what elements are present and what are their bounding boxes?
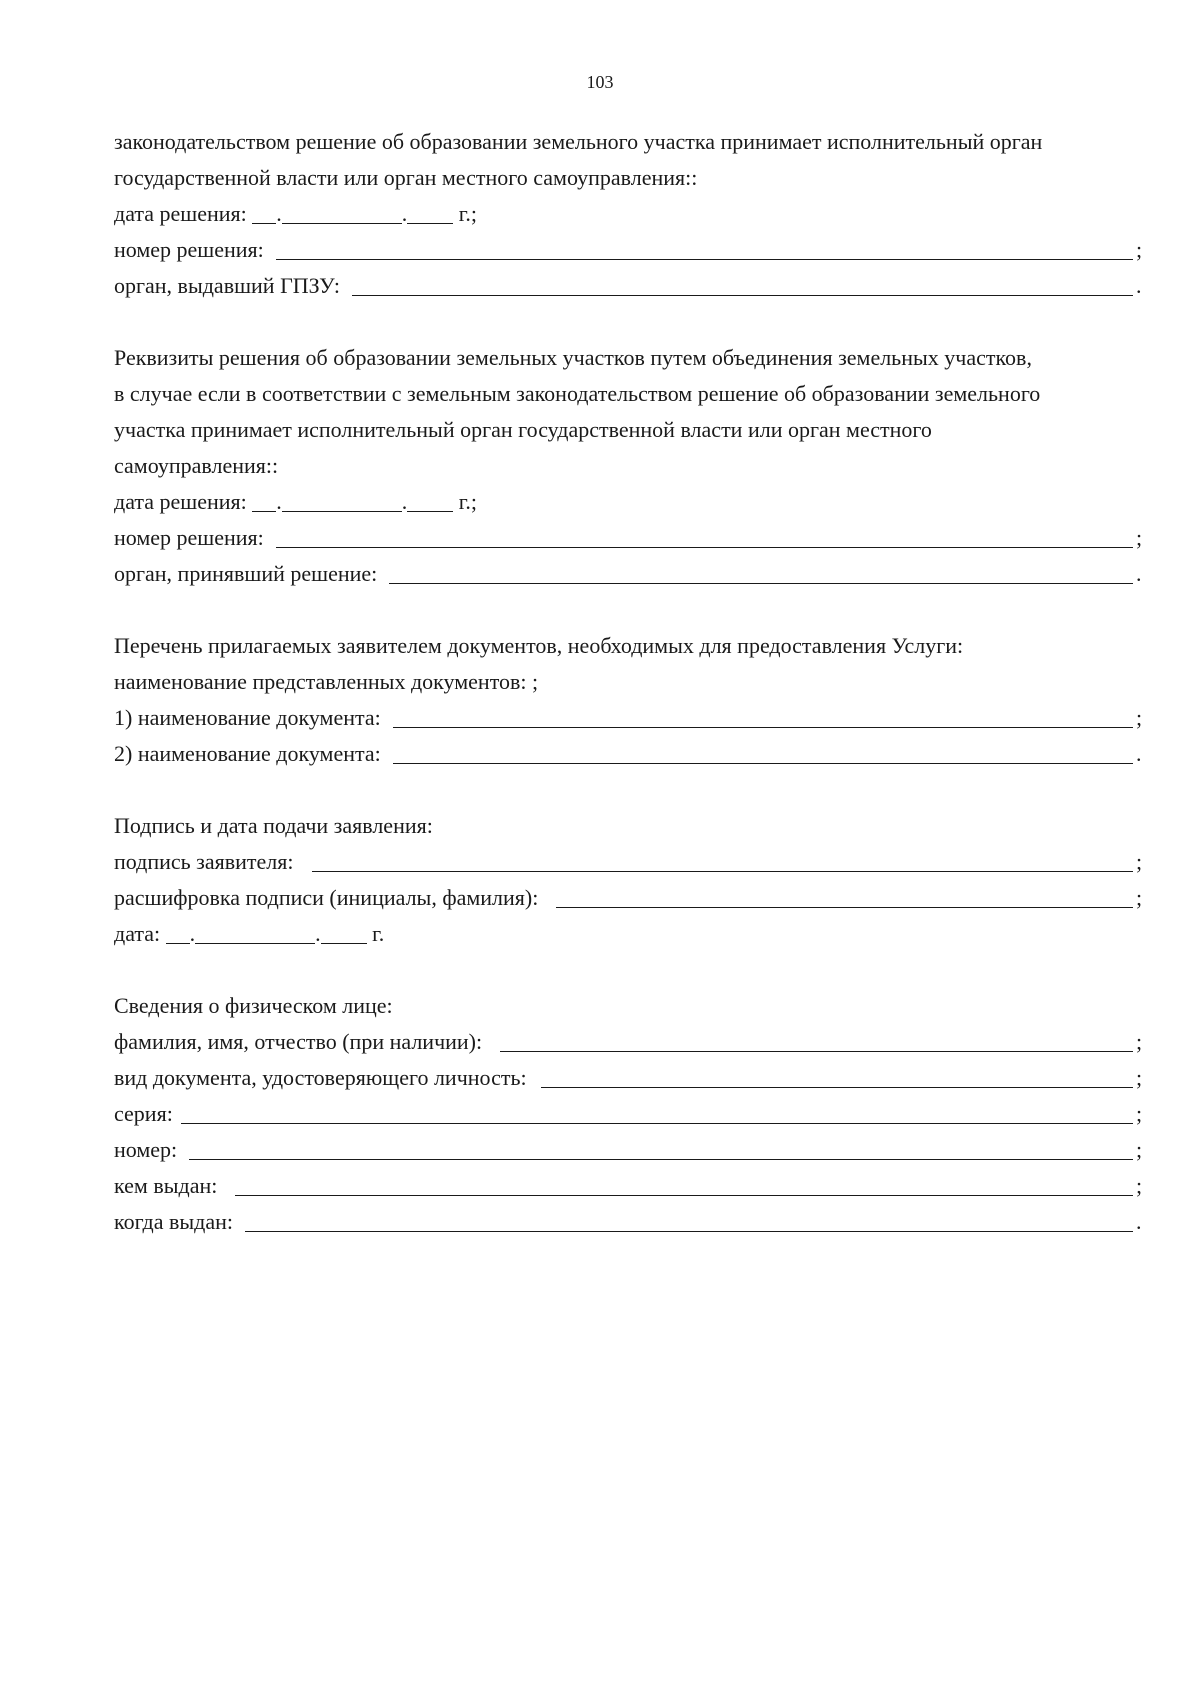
intro-line: в случае если в соответствии с земельным законодательством решение об образовании земельного (114, 381, 1041, 406)
section-gap (114, 772, 1144, 808)
section-signature (114, 808, 1144, 952)
series-row (114, 1096, 1144, 1132)
date-month-blank[interactable] (282, 484, 402, 512)
doc-number-blank[interactable] (189, 1132, 1133, 1160)
decision-date-label: дата решения: (114, 201, 247, 226)
issued-by-blank[interactable] (235, 1168, 1133, 1196)
line-end-mark: ; (1136, 525, 1143, 550)
line-end-mark: ; (1136, 1137, 1143, 1162)
page-number: 103 (586, 72, 614, 92)
decision-date-label: дата решения: (114, 489, 247, 514)
section-documents (114, 628, 1144, 772)
line-end-mark: ; (1136, 1065, 1143, 1090)
line-end-mark: ; (1136, 1029, 1143, 1054)
issued-by-row (114, 1168, 1144, 1204)
line-end-mark: . (1136, 1209, 1142, 1234)
line-end-mark: ; (1136, 237, 1143, 262)
line-end-mark: ; (1136, 1173, 1143, 1198)
section-gap (114, 592, 1144, 628)
intro-line: участка принимает исполнительный орган государственной власти или орган местного (114, 417, 932, 442)
section-gap (114, 952, 1144, 988)
decision-organ-blank[interactable] (389, 556, 1133, 584)
decision-number-row (114, 232, 1144, 268)
issuing-organ-blank[interactable] (352, 268, 1133, 296)
intro-line: законодательством решение об образовании земельного участка принимает исполнительный орган (114, 129, 1043, 154)
decision-date-row: дата решения: . . г.; (114, 196, 1144, 232)
document-1-label: 1) наименование документа: (114, 705, 381, 730)
document-2-blank[interactable] (393, 736, 1133, 764)
id-document-type-label: вид документа, удостоверяющего личность: (114, 1065, 527, 1090)
date-year-blank[interactable] (407, 484, 453, 512)
id-document-type-row (114, 1060, 1144, 1096)
date-day-blank[interactable] (252, 196, 276, 224)
issued-when-label: когда выдан: (114, 1209, 233, 1234)
date-suffix: г.; (458, 201, 477, 226)
documents-subheading: наименование представленных документов: ; (114, 669, 539, 694)
documents-heading: Перечень прилагаемых заявителем документов, необходимых для предоставления Услуги: (114, 633, 964, 658)
document-2-label: 2) наименование документа: (114, 741, 381, 766)
line-end-mark: . (1136, 561, 1142, 586)
section-person (114, 988, 1144, 1240)
form-content (114, 124, 1144, 1240)
id-document-type-blank[interactable] (541, 1060, 1133, 1088)
line-end-mark: ; (1136, 849, 1143, 874)
intro-line: самоуправления:: (114, 453, 279, 478)
fio-label: фамилия, имя, отчество (при наличии): (114, 1029, 483, 1054)
signature-row (114, 844, 1144, 880)
submission-date-row: дата: . . г. (114, 916, 1144, 952)
series-blank[interactable] (181, 1096, 1133, 1124)
intro-line: государственной власти или орган местного самоуправления:: (114, 165, 698, 190)
line-end-mark: ; (1136, 1101, 1143, 1126)
decision-number-label: номер решения: (114, 237, 264, 262)
date-day-blank[interactable] (252, 484, 276, 512)
decision-number-blank[interactable] (276, 520, 1133, 548)
section-gpzu (114, 124, 1144, 304)
issuing-organ-row (114, 268, 1144, 304)
line-end-mark: ; (1136, 705, 1143, 730)
decision-number-label: номер решения: (114, 525, 264, 550)
fio-row (114, 1024, 1144, 1060)
issued-by-label: кем выдан: (114, 1173, 218, 1198)
section-merge (114, 340, 1144, 592)
signature-label: подпись заявителя: (114, 849, 294, 874)
signature-decode-blank[interactable] (556, 880, 1133, 908)
signature-heading: Подпись и дата подачи заявления: (114, 813, 433, 838)
fio-blank[interactable] (500, 1024, 1133, 1052)
issued-when-blank[interactable] (245, 1204, 1133, 1232)
line-end-mark: . (1136, 741, 1142, 766)
series-label: серия: (114, 1101, 173, 1126)
date-year-blank[interactable] (407, 196, 453, 224)
date-year-blank[interactable] (321, 916, 367, 944)
date-day-blank[interactable] (166, 916, 190, 944)
decision-number-blank[interactable] (276, 232, 1133, 260)
decision-date-row: дата решения: . . г.; (114, 484, 1144, 520)
line-end-mark: . (1136, 273, 1142, 298)
line-end-mark: ; (1136, 885, 1143, 910)
signature-decode-row (114, 880, 1144, 916)
doc-number-label: номер: (114, 1137, 178, 1162)
decision-number-row (114, 520, 1144, 556)
date-suffix: г.; (458, 489, 477, 514)
signature-decode-label: расшифровка подписи (инициалы, фамилия): (114, 885, 539, 910)
signature-blank[interactable] (312, 844, 1133, 872)
decision-organ-row (114, 556, 1144, 592)
document-2-row (114, 736, 1144, 772)
document-1-row (114, 700, 1144, 736)
issued-when-row (114, 1204, 1144, 1240)
intro-line: Реквизиты решения об образовании земельных участков путем объединения земельных участков, (114, 345, 1032, 370)
section-gap (114, 304, 1144, 340)
date-month-blank[interactable] (195, 916, 315, 944)
date-month-blank[interactable] (282, 196, 402, 224)
decision-organ-label: орган, принявший решение: (114, 561, 378, 586)
submission-date-label: дата: (114, 921, 161, 946)
date-suffix: г. (372, 921, 385, 946)
doc-number-row (114, 1132, 1144, 1168)
issuing-organ-label: орган, выдавший ГПЗУ: (114, 273, 340, 298)
document-1-blank[interactable] (393, 700, 1133, 728)
person-heading: Сведения о физическом лице: (114, 993, 393, 1018)
